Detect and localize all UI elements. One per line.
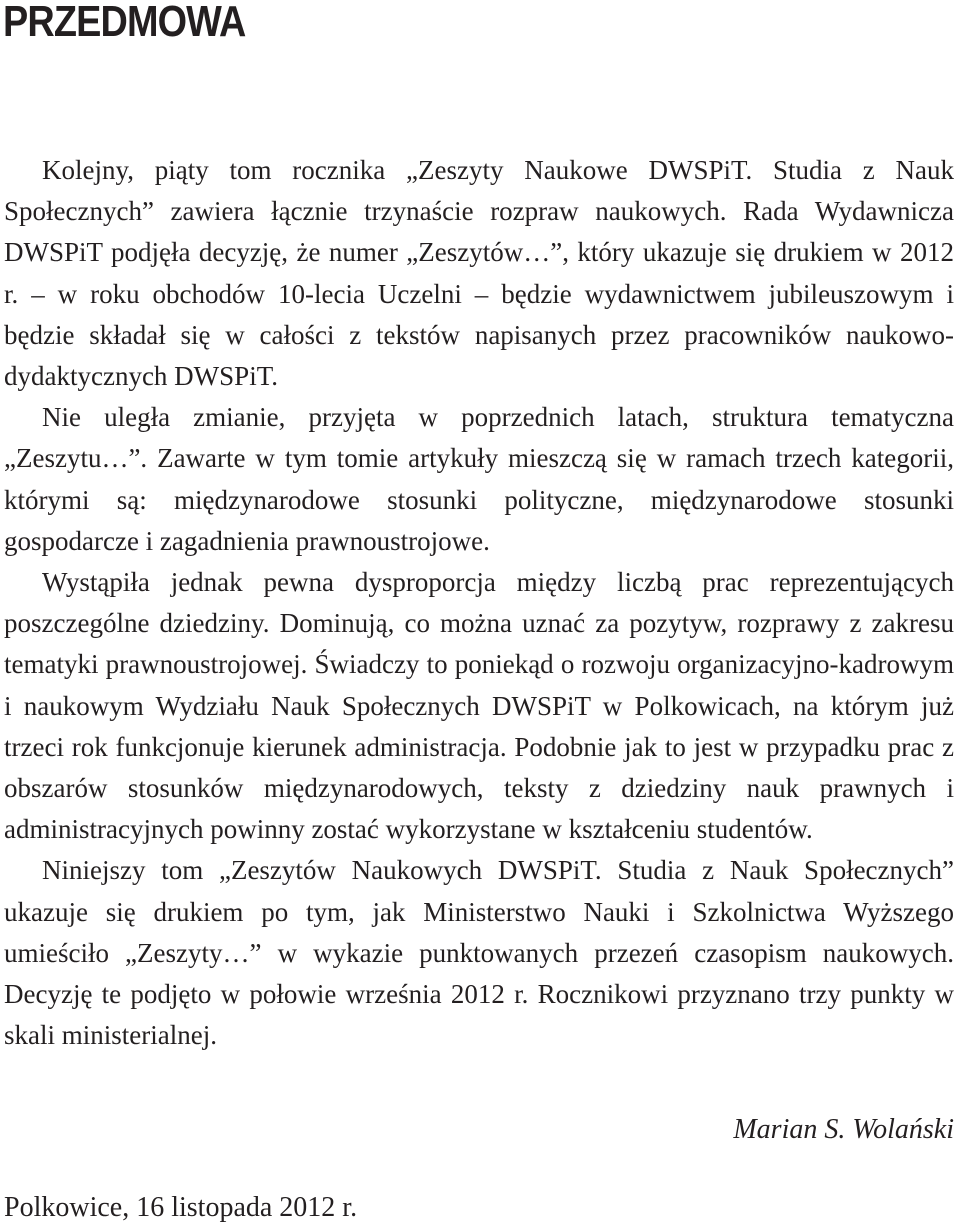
paragraph-3: Wystąpiła jednak pewna dysproporcja między liczbą prac reprezentujących poszczególne dziedziny. Dominują, co można uznać za pozytyw, rozprawy z zakresu tematyki prawnoustrojowej. Świadczy to poniekąd o rozwoju organizacyjno-kadrowym i naukowym Wydziału Nauk Społecznych DWSPiT w Polkowicach, na którym już trzeci rok funkcjonuje kierunek administracja. Podobnie jak to jest w przypadku prac z obszarów stosunków międzynarodowych, teksty z dziedziny nauk prawnych i administracyjnych powinny zostać wykorzystane w kształceniu studentów. (4, 567, 954, 845)
place-and-date: Polkowice, 16 listopada 2012 r. (4, 1192, 358, 1223)
preface-body (4, 150, 954, 1056)
page-title: PRZEDMOWA (3, 0, 246, 46)
paragraph-4: Niniejszy tom „Zeszytów Naukowych DWSPiT. Studia z Nauk Społecznych” ukazuje się drukiem po tym, jak Ministerstwo Nauki i Szkolnictwa Wyższego umieściło „Zeszyty…” w wykazie punktowanych przezeń czasopism naukowych. Decyzję te podjęto w połowie września 2012 r. Rocznikowi przyznano trzy punkty w skali ministerialnej. (4, 855, 954, 1051)
paragraph-1: Kolejny, piąty tom rocznika „Zeszyty Naukowe DWSPiT. Studia z Nauk Społecznych” zawiera łącznie trzynaście rozpraw naukowych. Rada Wydawnicza DWSPiT podjęła decyzję, że numer „Zeszytów…”, który ukazuje się drukiem w 2012 r. – w roku obchodów 10-lecia Uczelni – będzie wydawnictwem jubileuszowym i będzie składał się w całości z tekstów napisanych przez pracowników naukowo-dydaktycznych DWSPiT. (4, 155, 954, 392)
author-signature: Marian S. Wolański (733, 1114, 954, 1145)
paragraph-2: Nie uległa zmianie, przyjęta w poprzednich latach, struktura tematyczna „Zeszytu…”. Zawarte w tym tomie artykuły mieszczą się w ramach trzech kategorii, którymi są: międzynarodowe stosunki polityczne, międzynarodowe stosunki gospodarcze i zagadnienia prawnoustrojowe. (4, 402, 954, 556)
